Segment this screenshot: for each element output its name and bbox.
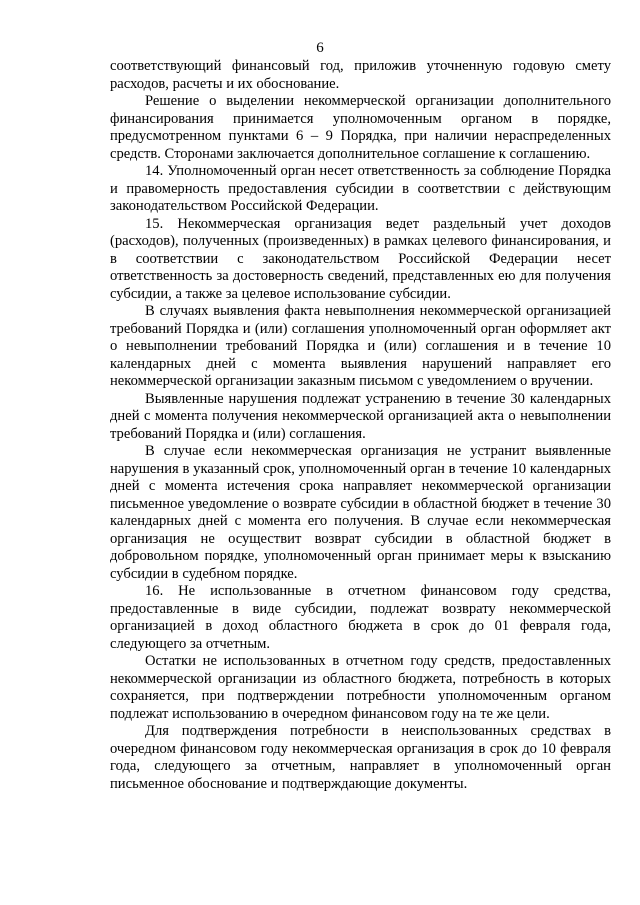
paragraph-violations-remedy: Выявленные нарушения подлежат устранению в течение 30 календарных дней с момента получения некоммерческой организацией акта о невыполнении требований Порядка и (или) соглашения. — [110, 390, 611, 442]
paragraph-need-confirmation: Для подтверждения потребности в неиспользованных средствах в очередном финансовом году некоммерческая организация в срок до 10 февраля года, следующего за отчетным, направляет в уполномоченный орган письменное обоснование и подтверждающие документы. — [110, 723, 611, 792]
paragraph-continuation: соответствующий финансовый год, приложив уточненную годовую смету расходов, расчеты и их обоснование. — [110, 58, 611, 92]
paragraph-16-unused-funds: 16. Не использованные в отчетном финансовом году средства, предоставленные в виде субсидии, подлежат возврату некоммерческой организацией в доход областного бюджета в срок до 01 февраля года, следующего за отчетным. — [110, 583, 611, 652]
page-number: 6 — [316, 40, 324, 56]
paragraph-14-responsibility: 14. Уполномоченный орган несет ответственность за соблюдение Порядка и правомерность предоставления субсидии в соответствии с действующим законодательством Российской Федерации. — [110, 163, 611, 214]
paragraph-violations-act: В случаях выявления факта невыполнения некоммерческой организацией требований Порядка и (или) соглашения уполномоченный орган оформляет акт о невыполнении требований Порядка и (или) соглашения и в течение 10 календарных дней с момента выявления нарушений направляет его некоммерческой организации заказным письмом с уведомлением о вручении. — [110, 303, 611, 389]
paragraph-remaining-funds: Остатки не использованных в отчетном году средств, предоставленных некоммерческой организации из областного бюджета, потребность в которых сохраняется, при подтверждении потребности уполномоченным органом подлежат использованию в очередном финансовом году на те же цели. — [110, 653, 611, 722]
document-body — [110, 58, 611, 793]
paragraph-additional-funding-decision: Решение о выделении некоммерческой организации дополнительного финансирования принимается уполномоченным органом в порядке, предусмотренном пунктами 6 – 9 Порядка, при наличии нераспределенных средств. Сторонами заключается дополнительное соглашение к соглашению. — [110, 93, 611, 162]
paragraph-15-accounting: 15. Некоммерческая организация ведет раздельный учет доходов (расходов), полученных (произведенных) в рамках целевого финансирования, и в соответствии с законодательством Российской Федерации несет ответственность за достоверность сведений, представленных ею для получения субсидии, а также за целевое использование субсидии. — [110, 215, 611, 302]
paragraph-subsidy-return: В случае если некоммерческая организация не устранит выявленные нарушения в указанный срок, уполномоченный орган в течение 10 календарных дней с момента истечения срока направляет некоммерческой организации письменное уведомление о возврате субсидии в областной бюджет в течение 30 календарных дней с момента его получения. В случае если некоммерческая организация не осуществит возврат субсидии в областной бюджет в добровольном порядке, уполномоченный орган принимает меры к взысканию субсидии в судебном порядке. — [110, 443, 611, 582]
